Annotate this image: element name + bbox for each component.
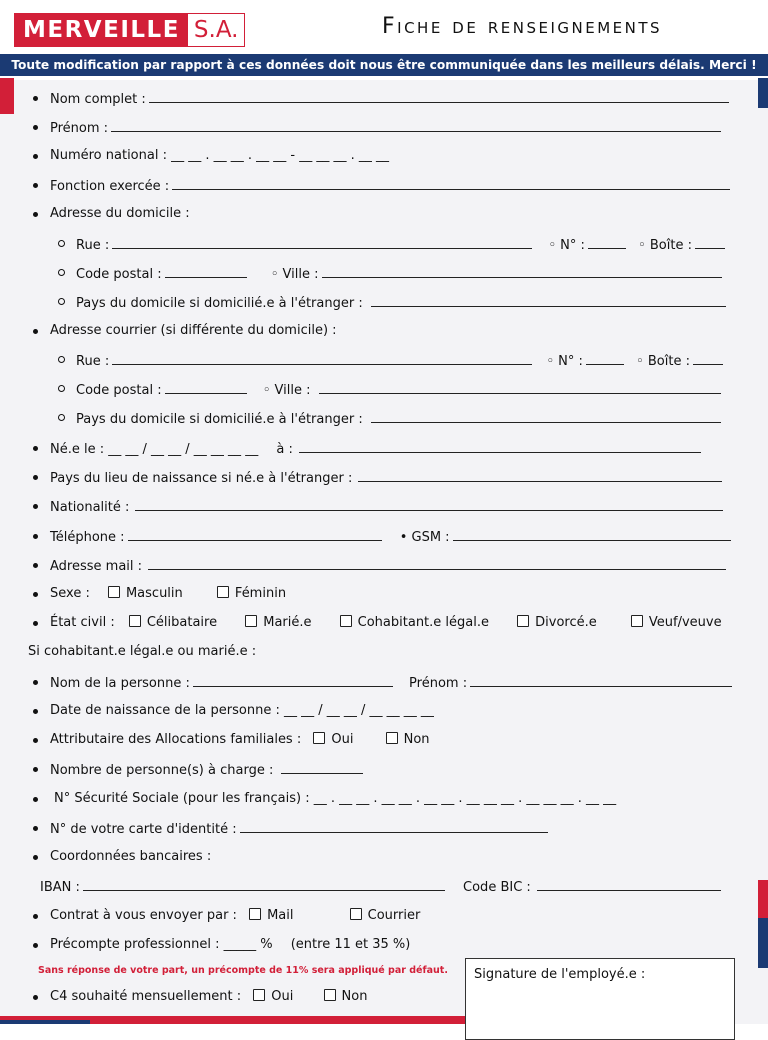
checkbox[interactable] <box>217 586 229 598</box>
option-courrier[interactable] <box>350 908 421 924</box>
field-personnes-charge <box>50 761 363 779</box>
sub-label: ◦ N° : <box>546 354 583 369</box>
option-c4-oui[interactable] <box>253 989 293 1005</box>
field-nom-personne <box>50 674 732 692</box>
checkbox[interactable] <box>324 989 336 1001</box>
input-line[interactable] <box>149 90 729 103</box>
label: Ville : <box>274 383 311 398</box>
precompte-default-note: Sans réponse de votre part, un précompte de 11% sera appliqué par défaut. <box>38 965 448 976</box>
checkbox[interactable] <box>253 989 265 1001</box>
input-line[interactable] <box>319 381 721 394</box>
input-line[interactable] <box>111 119 721 132</box>
label: Nombre de personne(s) à charge : <box>50 763 274 778</box>
field-sexe <box>50 586 286 602</box>
label: Téléphone : <box>50 530 125 545</box>
option-label: Marié.e <box>263 615 312 630</box>
label: C4 souhaité mensuellement : <box>50 989 242 1004</box>
label: Boîte : <box>649 238 692 253</box>
field-domicile-pays <box>76 294 726 312</box>
option-label: Courrier <box>367 908 421 923</box>
field-precompte[interactable] <box>50 937 410 953</box>
checkbox[interactable] <box>386 732 398 744</box>
label: Coordonnées bancaires : <box>50 849 212 864</box>
input-line[interactable] <box>112 236 532 249</box>
option-veuf[interactable] <box>631 615 722 631</box>
decor-right-blue <box>758 918 768 968</box>
decor-top-right-blue <box>758 78 768 108</box>
input-line[interactable] <box>165 265 247 278</box>
input-line[interactable] <box>240 820 548 833</box>
field-domicile-rue <box>76 236 725 254</box>
field-adresse-courrier <box>50 323 337 339</box>
checkbox[interactable] <box>313 732 325 744</box>
checkbox[interactable] <box>108 586 120 598</box>
input-line[interactable] <box>586 352 624 365</box>
label: Pays du lieu de naissance si né.e à l'étranger : <box>50 471 353 486</box>
field-secu-fr[interactable] <box>50 791 616 807</box>
label: IBAN : <box>40 880 80 895</box>
sub-label: ◦ Ville : <box>262 383 311 398</box>
label: Précompte professionnel : _____ % <box>50 937 273 952</box>
option-c4-non[interactable] <box>324 989 368 1005</box>
field-pays-naissance <box>50 469 722 487</box>
input-line[interactable] <box>693 352 723 365</box>
input-line[interactable] <box>453 528 731 541</box>
logo-suffix: S.A. <box>188 14 245 46</box>
field-telephone <box>50 528 731 546</box>
field-date-naissance-personne[interactable] <box>50 703 434 719</box>
field-nationalite <box>50 498 723 516</box>
label: N° Sécurité Sociale (pour les français) : __ . __ __ . __ __ . __ __ . __ __ __ . __ __ __ . __ __ <box>54 791 617 806</box>
company-logo <box>14 13 245 47</box>
label: Adresse mail : <box>50 559 143 574</box>
signature-box[interactable] <box>465 958 735 1040</box>
label: Adresse du domicile : <box>50 206 190 221</box>
label: Nom complet : <box>50 92 146 107</box>
input-line[interactable] <box>172 177 730 190</box>
label: Pays du domicile si domicilié.e à l'étranger : <box>76 296 363 311</box>
label: Rue : <box>76 238 110 253</box>
label: Fonction exercée : <box>50 179 170 194</box>
label: Boîte : <box>647 354 690 369</box>
section-si-cohabitant: Si cohabitant.e légal.e ou marié.e : <box>28 644 257 659</box>
decor-right-red <box>758 880 768 920</box>
input-line[interactable] <box>193 674 393 687</box>
input-line[interactable] <box>588 236 626 249</box>
logo-main: MERVEILLE <box>15 14 188 46</box>
input-line[interactable] <box>695 236 725 249</box>
signature-label: Signature de l'employé.e : <box>474 967 646 982</box>
option-label: Non <box>403 732 430 747</box>
label: Pays du domicile si domicilié.e à l'étranger : <box>76 412 363 427</box>
label: Nom de la personne : <box>50 676 190 691</box>
label: Contrat à vous envoyer par : <box>50 908 237 923</box>
field-courrier-rue <box>76 352 723 370</box>
input-line[interactable] <box>135 498 723 511</box>
field-contrat <box>50 908 420 924</box>
option-label: Non <box>341 989 368 1004</box>
label: N° de votre carte d'identité : <box>50 822 237 837</box>
form-title: Fiche de renseignements <box>382 14 663 39</box>
field-prenom <box>50 119 721 137</box>
decor-top-red <box>0 78 14 114</box>
field-adresse-mail <box>50 557 726 575</box>
field-ne-le <box>50 440 701 458</box>
input-line[interactable] <box>358 469 722 482</box>
label: Code postal : <box>76 383 162 398</box>
option-label: Cohabitant.e légal.e <box>357 615 489 630</box>
label: Ville : <box>282 267 319 282</box>
label: Nationalité : <box>50 500 130 515</box>
label: N° : <box>560 238 585 253</box>
input-line[interactable] <box>165 381 247 394</box>
option-label: Masculin <box>125 586 183 601</box>
field-fonction <box>50 177 730 195</box>
option-oui[interactable] <box>313 732 353 748</box>
option-mail[interactable] <box>249 908 293 924</box>
input-line[interactable] <box>470 674 732 687</box>
input-line[interactable] <box>281 761 363 774</box>
sub-label: • GSM : <box>399 530 450 545</box>
field-nom-complet <box>50 90 729 108</box>
sub-label: ◦ Boîte : <box>636 354 690 369</box>
checkbox[interactable] <box>631 615 643 627</box>
option-non[interactable] <box>386 732 430 748</box>
option-masculin[interactable] <box>108 586 183 602</box>
field-allocations <box>50 732 430 748</box>
label: Numéro national : __ __ . __ __ . __ __ - __ __ __ . __ __ <box>50 148 390 163</box>
checkbox[interactable] <box>245 615 257 627</box>
option-marie[interactable] <box>245 615 311 631</box>
label: Prénom : <box>50 121 109 136</box>
input-line[interactable] <box>537 878 721 891</box>
input-line[interactable] <box>112 352 532 365</box>
field-etat-civil <box>50 615 722 631</box>
label: Date de naissance de la personne : __ __ / __ __ / __ __ __ __ <box>50 703 434 718</box>
sub-label: ◦ N° : <box>548 238 585 253</box>
label: État civil : <box>50 615 115 630</box>
label: à : <box>276 442 293 457</box>
sub-label: ◦ Ville : <box>270 267 319 282</box>
field-carte-identite <box>50 820 548 838</box>
option-label: Célibataire <box>146 615 218 630</box>
input-line[interactable] <box>128 528 382 541</box>
option-divorce[interactable] <box>517 615 597 631</box>
sub-label: ◦ Boîte : <box>638 238 692 253</box>
option-feminin[interactable] <box>217 586 286 602</box>
label: Prénom : <box>409 676 468 691</box>
field-coordonnees <box>50 849 211 865</box>
option-label: Divorcé.e <box>535 615 597 630</box>
input-line[interactable] <box>322 265 722 278</box>
field-numero-national[interactable] <box>50 148 389 164</box>
input-line[interactable] <box>148 557 726 570</box>
input-line[interactable] <box>83 878 445 891</box>
checkbox[interactable] <box>340 615 352 627</box>
label[interactable]: Né.e le : __ __ / __ __ / __ __ __ __ <box>50 442 259 457</box>
label: Code BIC : <box>463 880 531 895</box>
label: GSM : <box>411 530 450 545</box>
input-line[interactable] <box>371 410 721 423</box>
option-celibataire[interactable] <box>129 615 217 631</box>
field-adresse-domicile <box>50 206 190 222</box>
label: Code postal : <box>76 267 162 282</box>
label: Adresse courrier (si différente du domicile) : <box>50 323 337 338</box>
notice-banner: Toute modification par rapport à ces données doit nous être communiquée dans les meilleurs délais. Merci ! <box>0 54 768 76</box>
field-courrier-code-postal <box>76 381 721 399</box>
field-iban <box>40 878 721 896</box>
checkbox[interactable] <box>249 908 261 920</box>
label: Attributaire des Allocations familiales : <box>50 732 302 747</box>
range-label: (entre 11 et 35 %) <box>290 937 411 952</box>
option-label: Féminin <box>234 586 287 601</box>
field-c4 <box>50 989 367 1005</box>
option-cohabitant[interactable] <box>340 615 489 631</box>
option-label: Oui <box>271 989 294 1004</box>
label: Rue : <box>76 354 110 369</box>
input-line[interactable] <box>299 440 701 453</box>
label: Sexe : <box>50 586 90 601</box>
checkbox[interactable] <box>129 615 141 627</box>
label: N° : <box>558 354 583 369</box>
field-domicile-code-postal <box>76 265 722 283</box>
checkbox[interactable] <box>517 615 529 627</box>
option-label: Mail <box>267 908 294 923</box>
checkbox[interactable] <box>350 908 362 920</box>
input-line[interactable] <box>371 294 726 307</box>
field-courrier-pays <box>76 410 721 428</box>
option-label: Veuf/veuve <box>648 615 722 630</box>
decor-bottom-blue <box>0 1020 90 1024</box>
option-label: Oui <box>331 732 354 747</box>
